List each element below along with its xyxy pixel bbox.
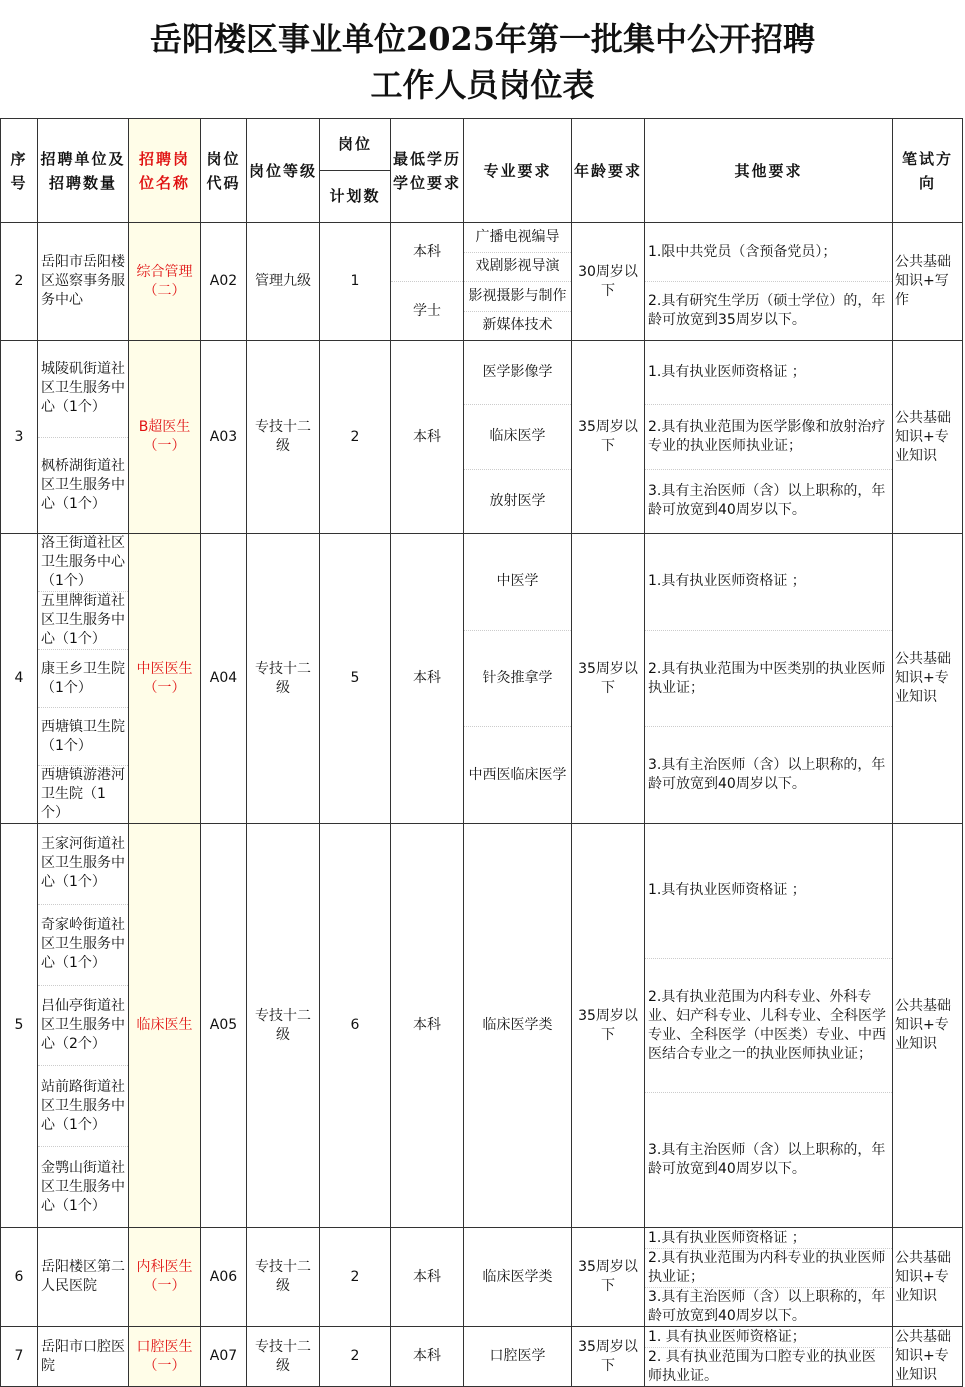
exam-cell: 公共基础知识+专业知识	[893, 341, 963, 534]
other-item: 1.具有执业医师资格证 ；	[645, 1228, 892, 1249]
code-cell: A05	[201, 824, 247, 1228]
age-cell: 35周岁以下	[572, 824, 645, 1228]
plan-cell: 1	[320, 223, 391, 341]
major-cell	[464, 1228, 572, 1327]
code-cell: A07	[201, 1327, 247, 1387]
unit-cell	[38, 341, 129, 534]
major-item: 广播电视编导	[464, 223, 571, 253]
seq-cell: 4	[1, 534, 38, 824]
other-item: 2.具有研究生学历（硕士学位）的，年龄可放宽到35周岁以下。	[648, 293, 886, 328]
edu-cell	[391, 1228, 464, 1327]
age-cell: 35周岁以下	[572, 1228, 645, 1327]
other-cell	[645, 341, 893, 534]
edu-item: 本科	[413, 670, 441, 686]
exam-cell: 公共基础知识+专业知识	[893, 1228, 963, 1327]
seq-cell: 7	[1, 1327, 38, 1387]
table-row	[1, 341, 963, 534]
exam-cell: 公共基础知识+专业知识	[893, 824, 963, 1228]
code-cell: A04	[201, 534, 247, 824]
other-item: 2.具有执业范围为内科专业、外科专业、妇产科专业、儿科专业、全科医学专业、全科医学（中医类）专业、中西医结合专业之一的执业医师执业证；	[645, 959, 892, 1094]
plan-cell: 6	[320, 824, 391, 1228]
major-item: 放射医学	[489, 492, 546, 509]
major-cell	[464, 223, 572, 341]
code-cell: A06	[201, 1228, 247, 1327]
exam-cell: 公共基础知识+专业知识	[893, 1327, 963, 1387]
unit-item: 吕仙亭街道社区卫生服务中心（2个）	[38, 986, 128, 1067]
other-item: 2.具有执业范围为中医类别的执业医师执业证；	[645, 631, 892, 728]
edu-item: 本科	[413, 428, 441, 445]
unit-item: 西塘镇卫生院（1个）	[38, 708, 128, 766]
post-name-cell: B超医生（一）	[129, 341, 201, 534]
unit-item: 城陵矶街道社区卫生服务中心（1个）	[38, 341, 128, 438]
edu-item: 本科	[413, 1017, 441, 1033]
other-item: 1. 具有执业医师资格证；	[645, 1327, 892, 1348]
other-item: 2.具有执业范围为内科专业的执业医师执业证；	[645, 1249, 892, 1288]
title-line-1: 岳阳楼区事业单位2025年第一批集中公开招聘	[149, 20, 816, 58]
other-item: 2. 具有执业范围为口腔专业的执业医师执业证。	[648, 1349, 876, 1384]
unit-cell	[38, 1327, 129, 1387]
age-cell: 35周岁以下	[572, 534, 645, 824]
edu-item: 学士	[413, 302, 441, 319]
post-name-cell: 中医医生（一）	[129, 534, 201, 824]
major-item: 新媒体技术	[482, 317, 553, 334]
other-item: 3.具有主治医师（含）以上职称的，年龄可放宽到40周岁以下。	[648, 483, 886, 519]
unit-item: 五里牌街道社区卫生服务中心（1个）	[38, 592, 128, 650]
grade-cell: 专技十二级	[247, 341, 320, 534]
other-item: 1.限中共党员（含预备党员）；	[645, 223, 892, 282]
unit-item: 岳阳市口腔医院	[41, 1338, 125, 1374]
age-cell: 30周岁以下	[572, 223, 645, 341]
other-cell	[645, 534, 893, 824]
header-age: 年龄要求	[572, 119, 645, 223]
edu-item: 本科	[391, 223, 463, 282]
plan-cell: 2	[320, 341, 391, 534]
header-plan	[320, 119, 391, 223]
unit-item: 奇家岭街道社区卫生服务中心（1个）	[38, 905, 128, 986]
major-item: 影视摄影与制作	[464, 282, 571, 312]
major-item: 临床医学类	[482, 1268, 553, 1285]
age-cell: 35周岁以下	[572, 341, 645, 534]
major-cell	[464, 341, 572, 534]
unit-item: 康王乡卫生院（1个）	[38, 650, 128, 708]
grade-cell: 专技十二级	[247, 1327, 320, 1387]
major-item: 医学影像学	[464, 341, 571, 405]
other-item: 3.具有主治医师（含）以上职称的，年龄可放宽到40周岁以下。	[648, 1142, 886, 1178]
seq-cell: 2	[1, 223, 38, 341]
header-grade: 岗位等级	[247, 119, 320, 223]
unit-cell	[38, 223, 129, 341]
title-line-2: 工作人员岗位表	[370, 66, 595, 104]
unit-item: 金鹗山街道社区卫生服务中心（1个）	[41, 1159, 125, 1214]
edu-cell	[391, 1327, 464, 1387]
major-item: 针灸推拿学	[464, 631, 571, 728]
header-major: 专业要求	[464, 119, 572, 223]
grade-cell: 专技十二级	[247, 534, 320, 824]
unit-item: 岳阳楼区第二人民医院	[41, 1259, 125, 1294]
other-cell	[645, 223, 893, 341]
major-item: 中医学	[464, 534, 571, 631]
header-other: 其他要求	[645, 119, 893, 223]
header-seq: 序号	[1, 119, 38, 223]
header-plan-top: 岗位	[320, 119, 390, 171]
header-edu: 最低学历学位要求	[391, 119, 464, 223]
unit-item: 西塘镇游港河卫生院（1个）	[41, 767, 125, 821]
other-item: 1.具有执业医师资格证 ；	[645, 534, 892, 631]
major-cell	[464, 824, 572, 1228]
edu-item: 本科	[413, 1348, 441, 1364]
grade-cell: 专技十二级	[247, 824, 320, 1228]
seq-cell: 6	[1, 1228, 38, 1327]
table-row	[1, 824, 963, 1228]
major-item: 中西医临床医学	[468, 766, 567, 783]
code-cell: A02	[201, 223, 247, 341]
other-cell	[645, 1228, 893, 1327]
other-cell	[645, 824, 893, 1228]
other-item: 3.具有主治医师（含）以上职称的，年龄可放宽到40周岁以下。	[648, 1289, 886, 1324]
unit-cell	[38, 1228, 129, 1327]
code-cell: A03	[201, 341, 247, 534]
post-name-cell: 综合管理（二）	[129, 223, 201, 341]
unit-cell	[38, 824, 129, 1228]
unit-item: 洛王街道社区卫生服务中心（1个）	[38, 534, 128, 592]
table-row	[1, 1327, 963, 1387]
other-item: 2.具有执业范围为医学影像和放射治疗专业的执业医师执业证；	[645, 405, 892, 469]
table-row	[1, 534, 963, 824]
grade-cell: 专技十二级	[247, 1228, 320, 1327]
table-row	[1, 1228, 963, 1327]
major-item: 口腔医学	[489, 1348, 546, 1364]
other-cell	[645, 1327, 893, 1387]
age-cell: 35周岁以下	[572, 1327, 645, 1387]
header-row	[1, 119, 963, 223]
header-exam: 笔试方向	[893, 119, 963, 223]
page-title	[0, 0, 965, 118]
major-item: 临床医学类	[482, 1017, 553, 1033]
grade-cell: 管理九级	[247, 223, 320, 341]
unit-item: 枫桥湖街道社区卫生服务中心（1个）	[41, 457, 125, 512]
header-unit: 招聘单位及招聘数量	[38, 119, 129, 223]
unit-item: 王家河街道社区卫生服务中心（1个）	[38, 824, 128, 905]
edu-cell	[391, 341, 464, 534]
major-item: 临床医学	[464, 405, 571, 469]
header-plan-bottom: 计划数	[329, 187, 381, 205]
recruitment-table	[0, 118, 963, 1387]
unit-item: 站前路街道社区卫生服务中心（1个）	[38, 1066, 128, 1147]
edu-cell	[391, 824, 464, 1228]
header-code: 岗位代码	[201, 119, 247, 223]
major-cell	[464, 534, 572, 824]
seq-cell: 3	[1, 341, 38, 534]
seq-cell: 5	[1, 824, 38, 1228]
header-post-name: 招聘岗位名称	[129, 119, 201, 223]
exam-cell: 公共基础知识+专业知识	[893, 534, 963, 824]
post-name-cell: 临床医生	[129, 824, 201, 1228]
other-item: 1.具有执业医师资格证 ；	[645, 341, 892, 405]
major-cell	[464, 1327, 572, 1387]
other-item: 1.具有执业医师资格证 ；	[645, 824, 892, 959]
plan-cell: 5	[320, 534, 391, 824]
exam-cell: 公共基础知识+写作	[893, 223, 963, 341]
unit-cell	[38, 534, 129, 824]
table-row	[1, 223, 963, 341]
plan-cell: 2	[320, 1327, 391, 1387]
other-item: 3.具有主治医师（含）以上职称的，年龄可放宽到40周岁以下。	[648, 757, 886, 793]
unit-item: 岳阳市岳阳楼区巡察事务服务中心	[41, 254, 125, 308]
edu-item: 本科	[413, 1268, 441, 1285]
major-item: 戏剧影视导演	[464, 253, 571, 283]
post-name-cell: 口腔医生（一）	[129, 1327, 201, 1387]
post-name-cell: 内科医生（一）	[129, 1228, 201, 1327]
plan-cell: 2	[320, 1228, 391, 1327]
edu-cell	[391, 534, 464, 824]
edu-cell	[391, 223, 464, 341]
